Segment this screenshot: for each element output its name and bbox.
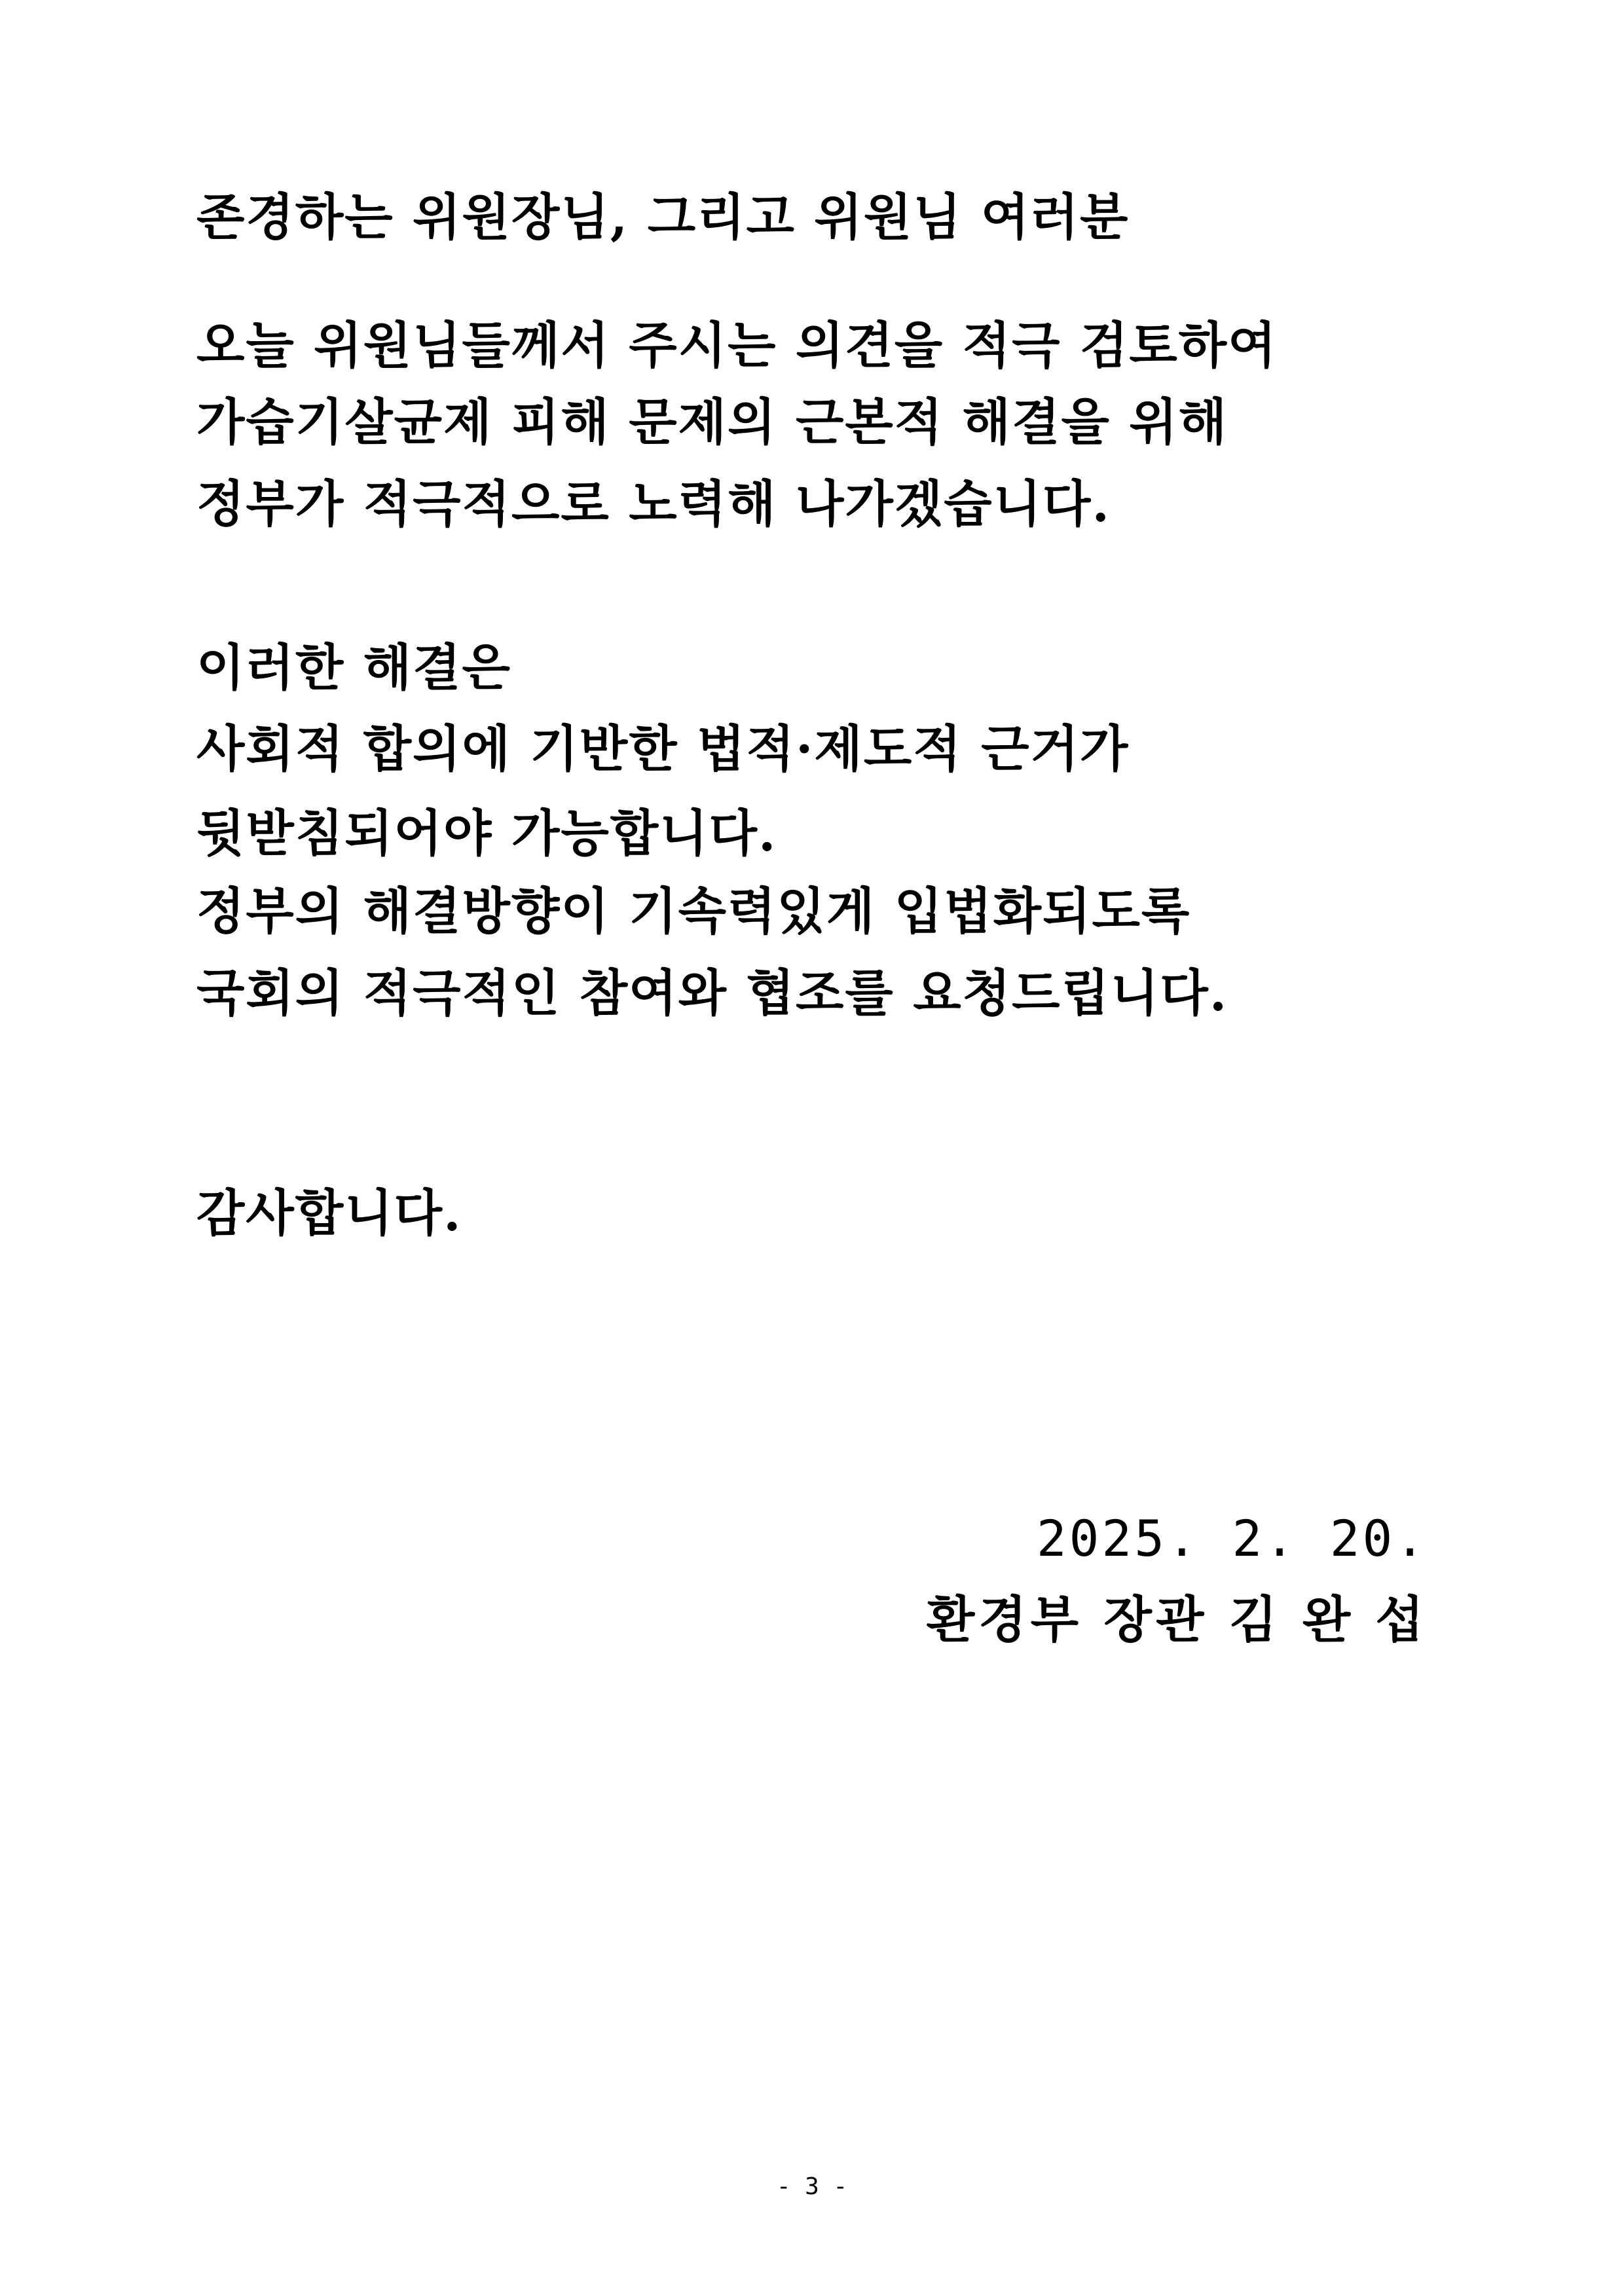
paragraph1-line-2: 가습기살균제 피해 문제의 근본적 해결을 위해 bbox=[196, 393, 1228, 451]
paragraph2-line-2: 사회적 합의에 기반한 법적·제도적 근거가 bbox=[196, 720, 1130, 778]
paragraph2-line-4: 정부의 해결방향이 기속력있게 입법화되도록 bbox=[196, 882, 1191, 940]
paragraph2-line-5: 국회의 적극적인 참여와 협조를 요청드립니다. bbox=[196, 964, 1228, 1022]
paragraph2-line-3: 뒷받침되어야 가능합니다. bbox=[196, 804, 777, 862]
signature: 환경부 장관 김 완 섭 bbox=[926, 1590, 1428, 1649]
salutation: 존경하는 위원장님, 그리고 위원님 여러분 bbox=[196, 188, 1130, 246]
paragraph1-line-3: 정부가 적극적으로 노력해 나가겠습니다. bbox=[196, 475, 1111, 533]
letter-date: 2025. 2. 20. bbox=[1036, 1509, 1428, 1568]
paragraph1-line-1: 오늘 위원님들께서 주시는 의견을 적극 검토하여 bbox=[196, 316, 1278, 375]
paragraph2-line-1: 이러한 해결은 bbox=[196, 638, 511, 697]
page-number: - 3 - bbox=[776, 2173, 848, 2200]
closing: 감사합니다. bbox=[196, 1184, 462, 1242]
